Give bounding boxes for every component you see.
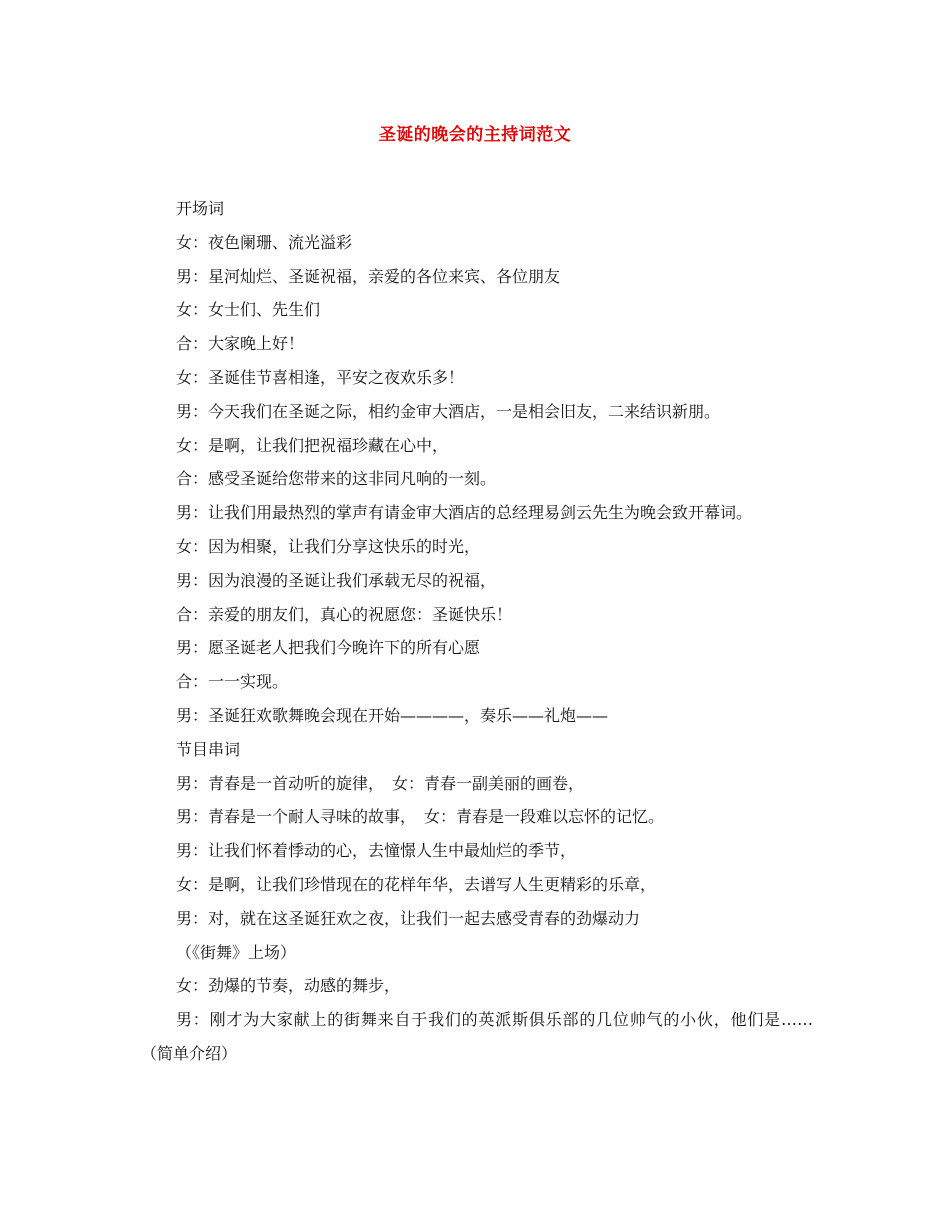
- paragraph: 合：感受圣诞给您带来的这非同凡响的一刻。: [176, 469, 497, 489]
- paragraph: 女：劲爆的节奏，动感的舞步，: [176, 976, 401, 996]
- paragraph: 男：因为浪漫的圣诞让我们承载无尽的祝福，: [176, 570, 497, 590]
- paragraph: 女：圣诞佳节喜相逢，平安之夜欢乐多！: [176, 367, 465, 387]
- paragraph: 男：对，就在这圣诞狂欢之夜，让我们一起去感受青春的劲爆动力: [176, 908, 641, 928]
- paragraph: 男：星河灿烂、圣诞祝福，亲爱的各位来宾、各位朋友: [176, 266, 561, 286]
- paragraph: 节目串词: [176, 739, 241, 759]
- paragraph: 女：因为相聚，让我们分享这快乐的时光，: [176, 536, 481, 556]
- paragraph: 女：女士们、先生们: [176, 300, 321, 320]
- paragraph: （《街舞》上场）: [176, 942, 297, 962]
- paragraph: 合：大家晚上好！: [176, 334, 305, 354]
- paragraph: 男：愿圣诞老人把我们今晚许下的所有心愿: [176, 638, 481, 658]
- paragraph: 男：今天我们在圣诞之际，相约金审大酒店，一是相会旧友，二来结识新朋。: [176, 401, 721, 421]
- paragraph: 男：青春是一个耐人寻味的故事， 女：青春是一段难以忘怀的记忆。: [176, 807, 665, 827]
- document-title: 圣诞的晚会的主持词范文: [378, 125, 572, 145]
- paragraph: 女：夜色阑珊、流光溢彩: [176, 232, 353, 252]
- paragraph: 男：让我们怀着悸动的心，去憧憬人生中最灿烂的季节，: [176, 841, 577, 861]
- paragraph: 合：亲爱的朋友们，真心的祝愿您：圣诞快乐！: [176, 604, 513, 624]
- paragraph: 合：一一实现。: [176, 672, 289, 692]
- paragraph: 女：是啊，让我们珍惜现在的花样年华，去谱写人生更精彩的乐章，: [176, 874, 657, 894]
- paragraph: 男：圣诞狂欢歌舞晚会现在开始————，奏乐——礼炮——: [176, 705, 609, 725]
- paragraph: 男：刚才为大家献上的街舞来自于我们的英派斯俱乐部的几位帅气的小伙，他们是……（简单介绍）: [141, 1010, 813, 1063]
- paragraph: 女：是啊，让我们把祝福珍藏在心中，: [176, 435, 449, 455]
- paragraph: 男：让我们用最热烈的掌声有请金审大酒店的总经理易剑云先生为晚会致开幕词。: [176, 503, 753, 523]
- paragraph: 开场词: [176, 199, 225, 218]
- document-body: [141, 192, 813, 1071]
- paragraph: 男：青春是一首动听的旋律， 女：青春一副美丽的画卷，: [176, 773, 585, 793]
